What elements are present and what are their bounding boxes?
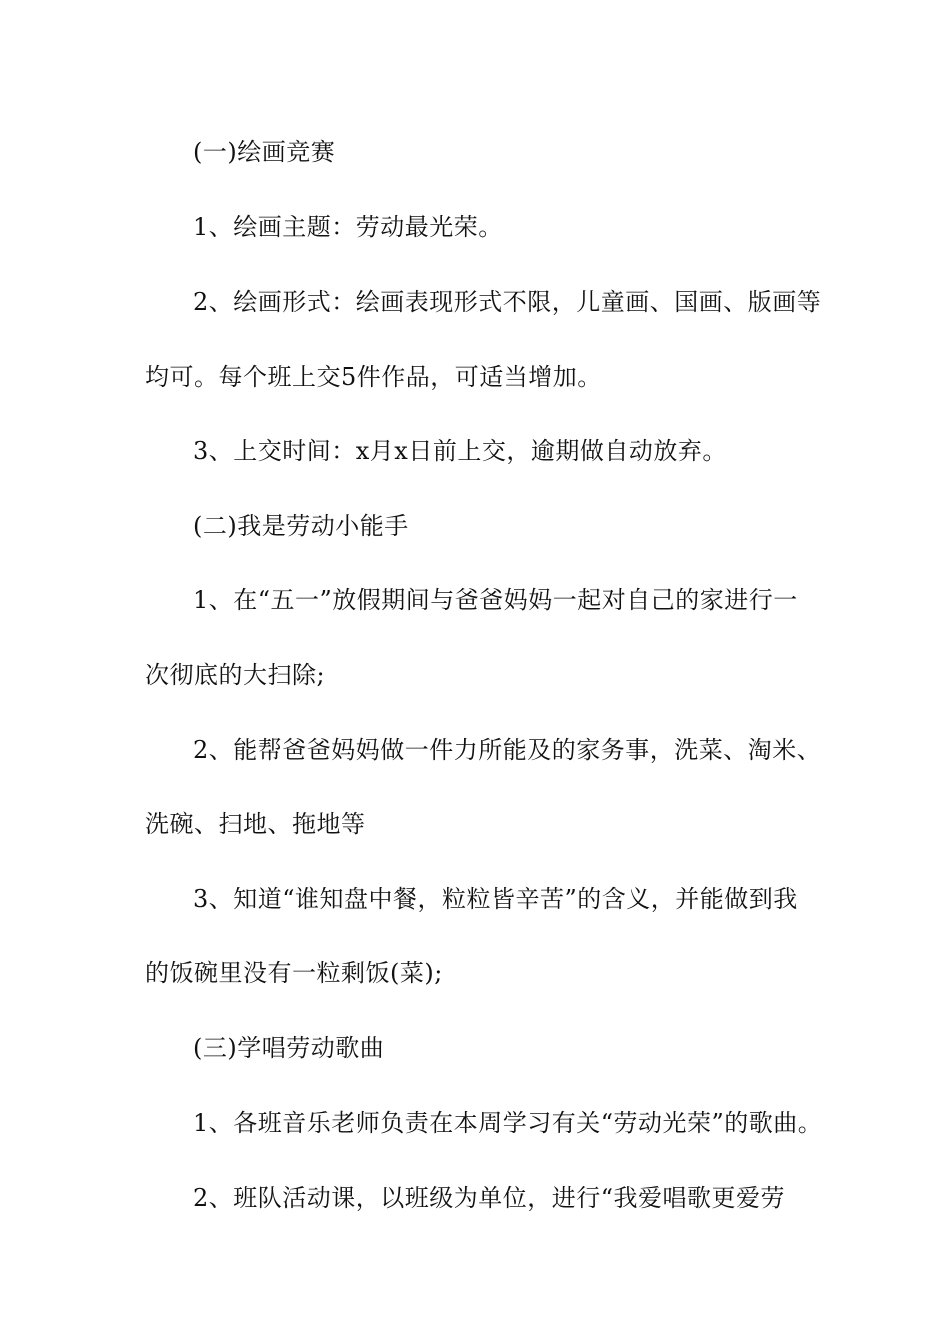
paragraph-line: 3、上交时间：x月x日前上交，逾期做自动放弃。 (193, 437, 727, 465)
paragraph-line: 1、各班音乐老师负责在本周学习有关“劳动光荣”的歌曲。 (193, 1109, 823, 1137)
paragraph-line: 1、绘画主题：劳动最光荣。 (193, 213, 503, 241)
paragraph-line: 次彻底的大扫除; (145, 661, 326, 689)
paragraph-line: 2、绘画形式：绘画表现形式不限，儿童画、国画、版画等 (193, 288, 822, 316)
paragraph-line: 3、知道“谁知盘中餐，粒粒皆辛苦”的含义，并能做到我 (193, 885, 798, 913)
section-heading-labor-helper: (二)我是劳动小能手 (193, 512, 409, 540)
paragraph-line: 均可。每个班上交5件作品，可适当增加。 (145, 363, 602, 391)
paragraph-line: 2、能帮爸爸妈妈做一件力所能及的家务事，洗菜、淘米、 (193, 736, 822, 764)
paragraph-line: 2、班队活动课，以班级为单位，进行“我爱唱歌更爱劳 (193, 1184, 786, 1212)
section-heading-painting: (一)绘画竞赛 (193, 138, 336, 166)
paragraph-line: 1、在“五一”放假期间与爸爸妈妈一起对自己的家进行一 (193, 586, 798, 614)
section-heading-songs: (三)学唱劳动歌曲 (193, 1034, 385, 1062)
paragraph-line: 的饭碗里没有一粒剩饭(菜); (145, 959, 443, 987)
paragraph-line: 洗碗、扫地、拖地等 (145, 810, 366, 838)
